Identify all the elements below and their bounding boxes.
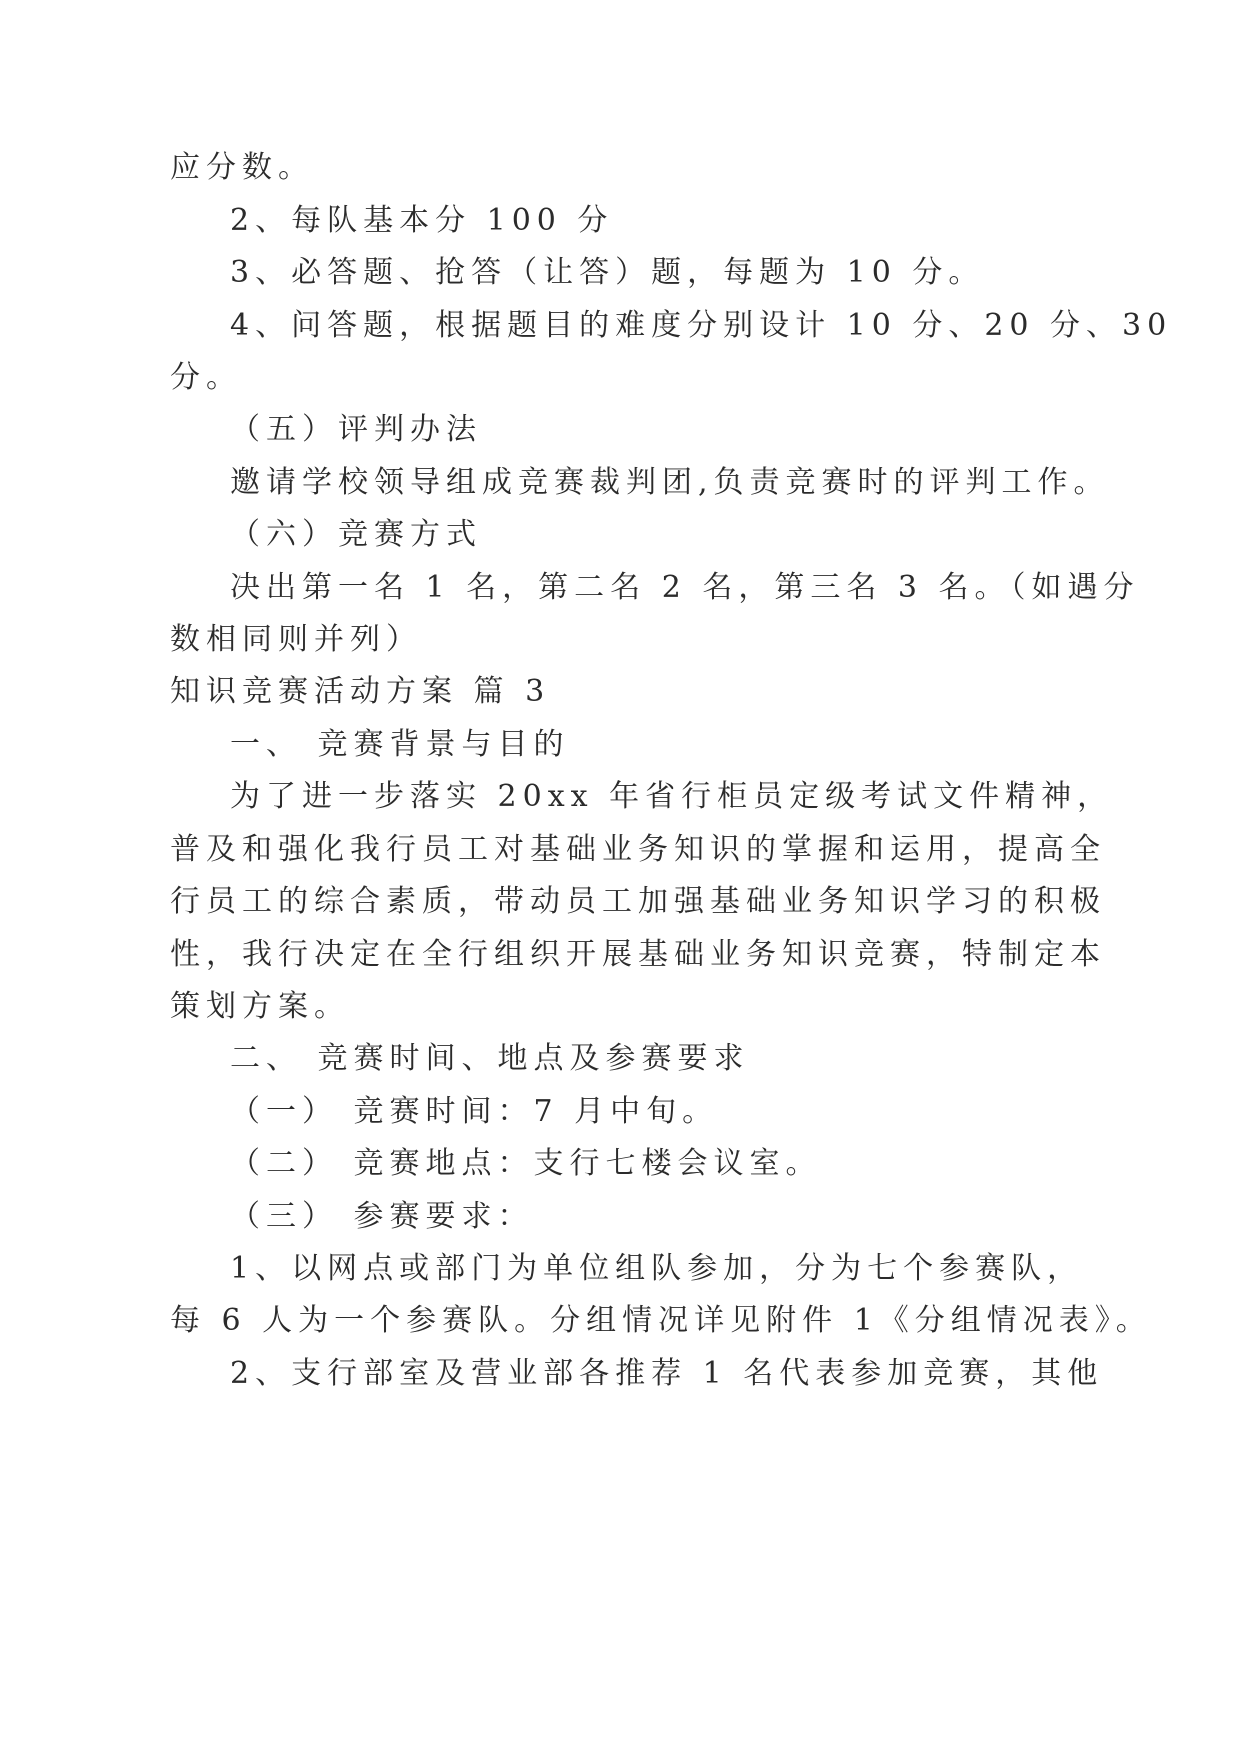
section-heading-2: 二、 竞赛时间、地点及参赛要求 [230,1041,750,1076]
text-line-14: 普及和强化我行员工对基础业务知识的掌握和运用，提高全 [170,832,1106,867]
text-line-9: 决出第一名 1 名，第二名 2 名，第三名 3 名。（如遇分 [230,570,1140,605]
text-line-24: 2、支行部室及营业部各推荐 1 名代表参加竞赛，其他 [230,1356,1104,1391]
document-title: 知识竞赛活动方案 篇 3 [170,674,551,709]
text-line-2: 2、每队基本分 100 分 [230,203,614,238]
text-line-7: 邀请学校领导组成竞赛裁判团,负责竞赛时的评判工作。 [230,465,1110,500]
text-line-10: 数相同则并列） [170,622,422,657]
text-line-13: 为了进一步落实 20xx 年省行柜员定级考试文件精神， [230,779,1114,814]
text-line-19: （一） 竞赛时间：7 月中旬。 [230,1094,719,1129]
text-line-3: 3、必答题、抢答（让答）题，每题为 10 分。 [230,255,985,290]
text-line-16: 性，我行决定在全行组织开展基础业务知识竞赛，特制定本 [170,937,1106,972]
text-line-17: 策划方案。 [170,989,350,1024]
text-line-21: （三） 参赛要求： [230,1199,534,1234]
text-line-4: 4、问答题，根据题目的难度分别设计 10 分、20 分、30 [230,308,1173,343]
text-line-15: 行员工的综合素质，带动员工加强基础业务知识学习的积极 [170,884,1106,919]
text-line-5: 分。 [170,360,242,395]
text-line-23: 每 6 人为一个参赛队。分组情况详见附件 1《分组情况表》。 [170,1303,1152,1338]
section-heading-6: （六）竞赛方式 [230,517,482,552]
text-line-1: 应分数。 [170,150,314,185]
section-heading-1: 一、 竞赛背景与目的 [230,727,570,762]
section-heading-5: （五）评判办法 [230,412,482,447]
text-line-22: 1、以网点或部门为单位组队参加，分为七个参赛队， [230,1251,1084,1286]
text-line-20: （二） 竞赛地点：支行七楼会议室。 [230,1146,822,1181]
